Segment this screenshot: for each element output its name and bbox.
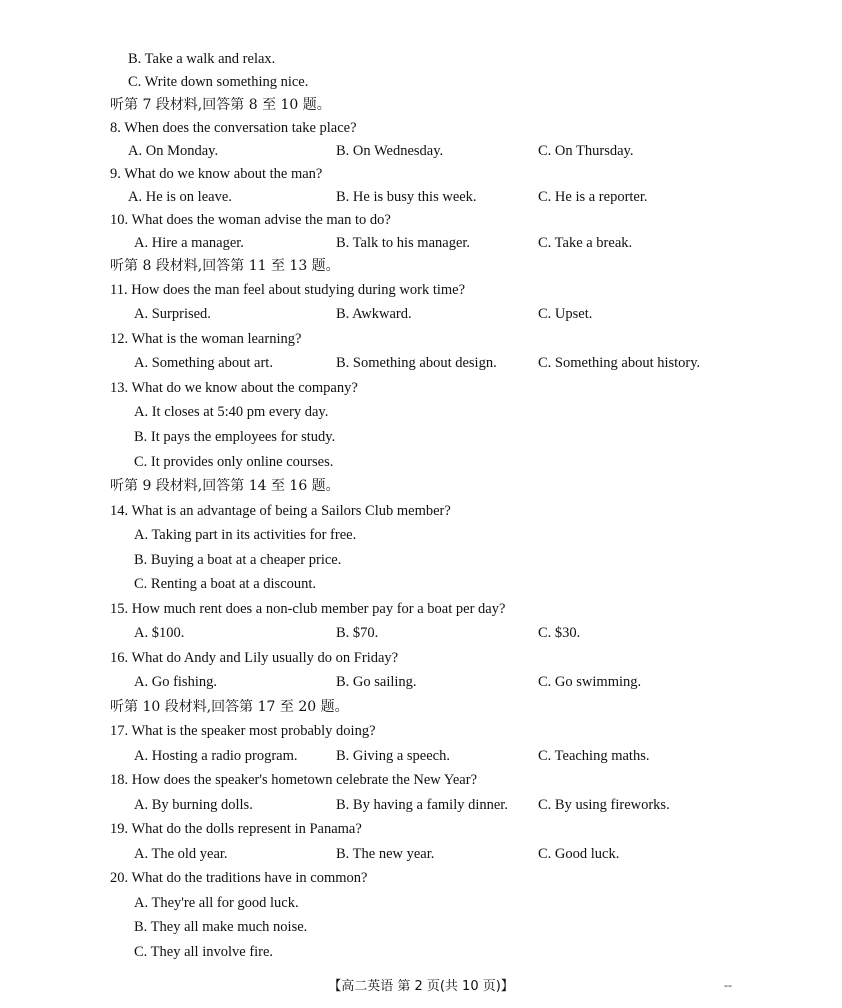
section-heading: 听第 9 段材料,回答第 14 至 16 题。: [110, 478, 340, 494]
option-b: B. By having a family dinner.: [336, 797, 508, 813]
option-b: B. Awkward.: [336, 306, 412, 322]
option-b: B. The new year.: [336, 846, 435, 862]
question-line: 17. What is the speaker most probably doing?: [110, 723, 376, 739]
option-b: B. Something about design.: [336, 355, 497, 371]
option-b: B. $70.: [336, 625, 379, 641]
option-a: A. Something about art.: [134, 355, 273, 371]
option-a: A. Go fishing.: [134, 674, 217, 690]
option-line: B. They all make much noise.: [134, 919, 308, 935]
section-heading: 听第 7 段材料,回答第 8 至 10 题。: [110, 97, 331, 113]
option-c: C. Teaching maths.: [538, 748, 650, 764]
option-line: C. It provides only online courses.: [134, 454, 334, 470]
option-b: B. On Wednesday.: [336, 143, 444, 159]
option-line: A. It closes at 5:40 pm every day.: [134, 404, 329, 420]
question-line: 16. What do Andy and Lily usually do on Friday?: [110, 650, 399, 666]
option-a: A. On Monday.: [128, 143, 219, 159]
option-a: A. The old year.: [134, 846, 228, 862]
corner-mark: --: [724, 978, 732, 992]
page-footer: 【高二英语 第 2 页(共 10 页)】: [328, 979, 514, 994]
question-line: 18. How does the speaker's hometown celebrate the New Year?: [110, 772, 478, 788]
option-c: C. Something about history.: [538, 355, 701, 371]
section-heading: 听第 8 段材料,回答第 11 至 13 题。: [110, 258, 340, 274]
question-line: 20. What do the traditions have in common?: [110, 870, 368, 886]
option-a: A. Hire a manager.: [134, 235, 244, 251]
question-line: 15. How much rent does a non-club member pay for a boat per day?: [110, 601, 506, 617]
question-line: 13. What do we know about the company?: [110, 380, 358, 396]
option-b: B. Giving a speech.: [336, 748, 450, 764]
question-line: 11. How does the man feel about studying during work time?: [110, 282, 466, 298]
option-c: C. By using fireworks.: [538, 797, 670, 813]
option-b: B. Go sailing.: [336, 674, 417, 690]
option-c: C. Upset.: [538, 306, 593, 322]
option-a: A. Hosting a radio program.: [134, 748, 298, 764]
option-line: C. Renting a boat at a discount.: [134, 576, 317, 592]
option-line: B. Take a walk and relax.: [128, 51, 276, 67]
question-line: 14. What is an advantage of being a Sailors Club member?: [110, 503, 451, 519]
option-a: A. Surprised.: [134, 306, 211, 322]
section-heading: 听第 10 段材料,回答第 17 至 20 题。: [110, 699, 349, 715]
option-b: B. He is busy this week.: [336, 189, 477, 205]
option-line: C. They all involve fire.: [134, 944, 274, 960]
option-b: B. Talk to his manager.: [336, 235, 471, 251]
option-a: A. By burning dolls.: [134, 797, 253, 813]
option-c: C. On Thursday.: [538, 143, 634, 159]
option-line: A. Taking part in its activities for free.: [134, 527, 357, 543]
question-line: 10. What does the woman advise the man to do?: [110, 212, 391, 228]
option-c: C. Take a break.: [538, 235, 633, 251]
question-line: 8. When does the conversation take place?: [110, 120, 357, 136]
option-a: A. $100.: [134, 625, 185, 641]
option-line: B. It pays the employees for study.: [134, 429, 336, 445]
option-c: C. Go swimming.: [538, 674, 642, 690]
option-c: C. He is a reporter.: [538, 189, 648, 205]
question-line: 12. What is the woman learning?: [110, 331, 302, 347]
option-a: A. He is on leave.: [128, 189, 232, 205]
option-c: C. Good luck.: [538, 846, 620, 862]
option-c: C. $30.: [538, 625, 581, 641]
option-line: B. Buying a boat at a cheaper price.: [134, 552, 342, 568]
question-line: 19. What do the dolls represent in Panama?: [110, 821, 362, 837]
option-line: C. Write down something nice.: [128, 74, 309, 90]
option-line: A. They're all for good luck.: [134, 895, 299, 911]
question-line: 9. What do we know about the man?: [110, 166, 323, 182]
